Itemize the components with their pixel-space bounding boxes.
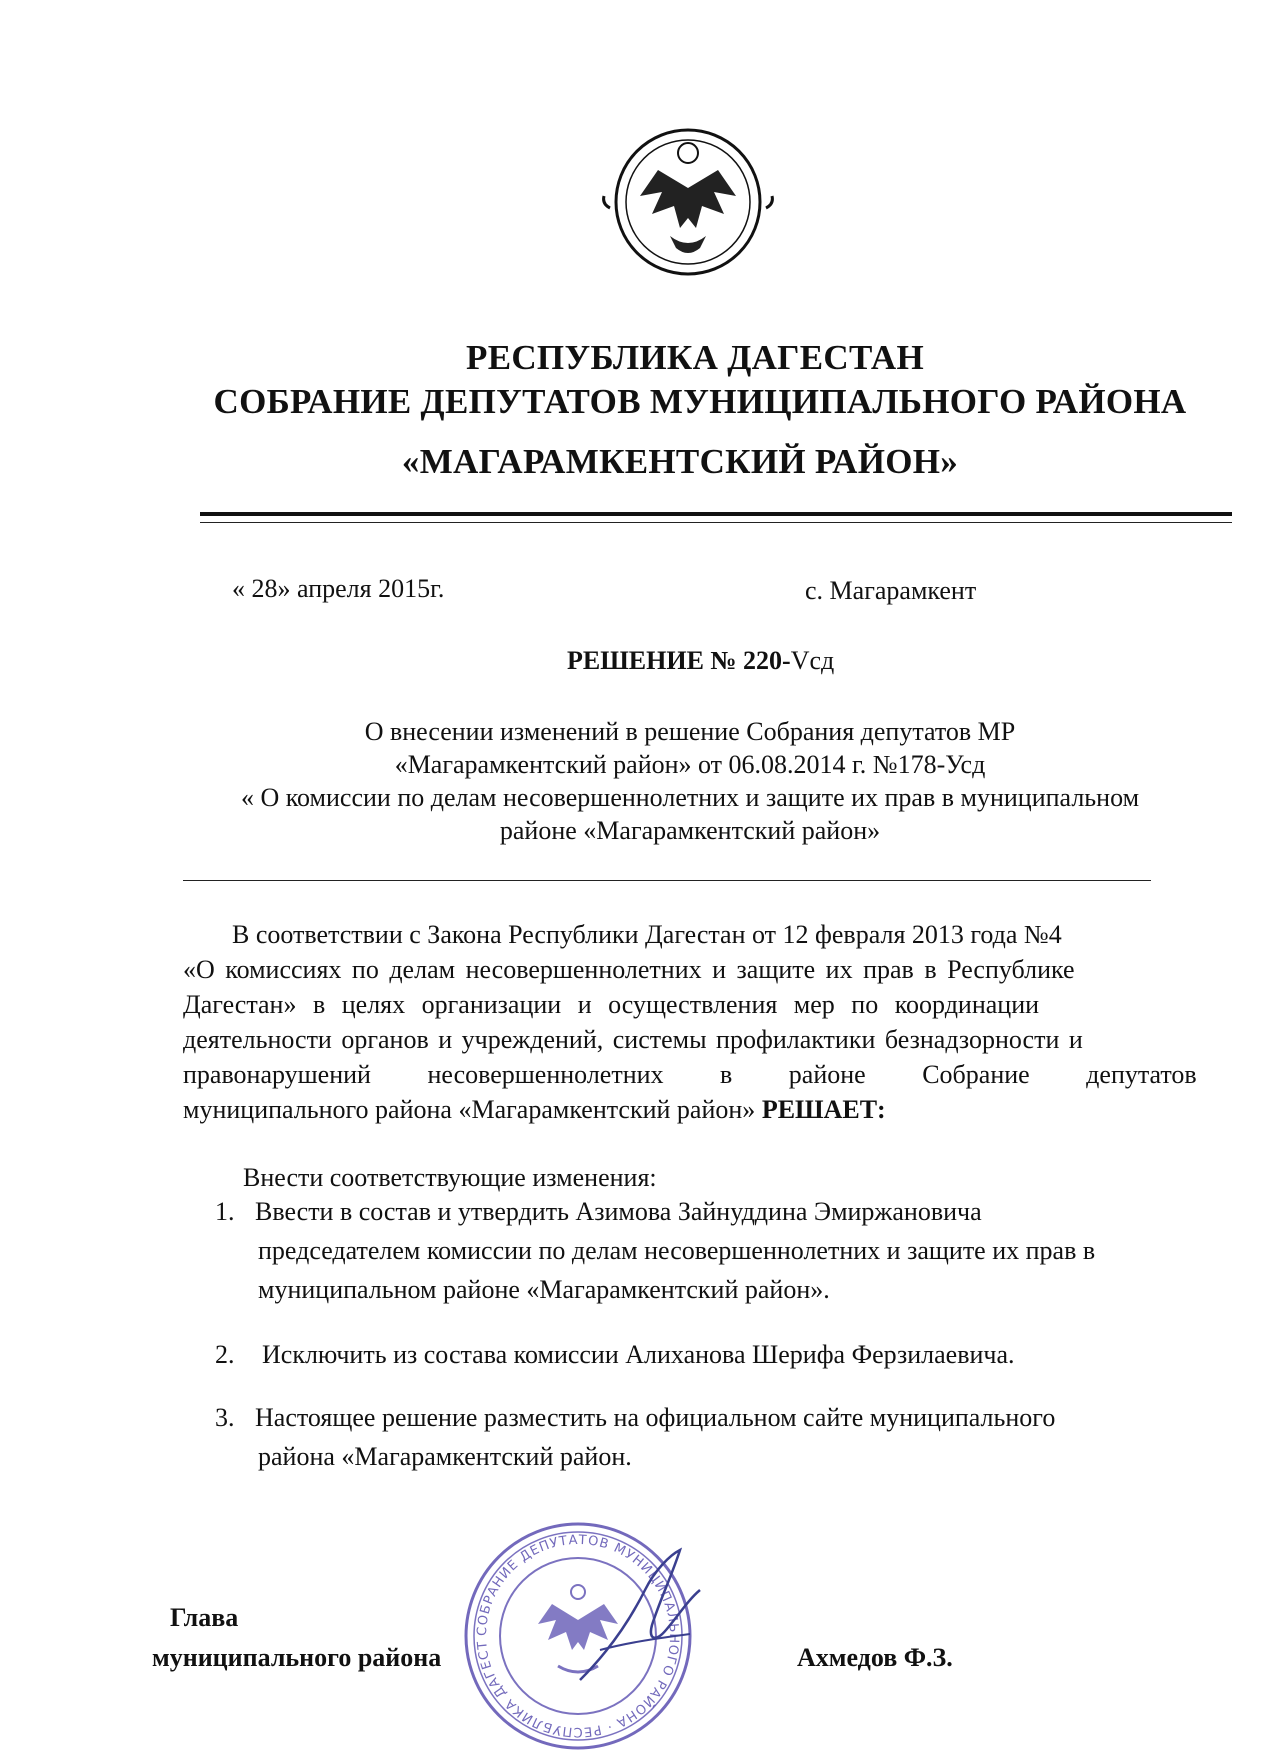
handwritten-signature xyxy=(560,1530,720,1690)
subject-line-2: «Магарамкентский район» от 06.08.2014 г. №178-Усд xyxy=(394,750,986,779)
body-line-2: «О комиссиях по делам несовершеннолетних и защите их прав в Республике xyxy=(183,955,1075,984)
decision-title xyxy=(567,646,834,676)
decision-number: РЕШЕНИЕ № 220- xyxy=(567,646,791,675)
item-3-line-1: Настоящее решение разместить на официальном сайте муниципального xyxy=(255,1403,1056,1432)
body-line-4: деятельности органов и учреждений, системы профилактики безнадзорности и xyxy=(183,1025,1083,1054)
item-1-line-3: муниципальном районе «Магарамкентский район». xyxy=(258,1275,830,1304)
document-place: с. Магарамкент xyxy=(805,576,977,605)
header-republic: РЕСПУБЛИКА ДАГЕСТАН xyxy=(466,338,924,377)
body-line-5: правонарушений несовершеннолетних в районе Собрание депутатов xyxy=(183,1060,1197,1089)
changes-intro: Внести соответствующие изменения: xyxy=(243,1163,657,1192)
svg-text:СОБРАНИЕ ДЕПУТАТОВ МУНИЦИПАЛЬН: СОБРАНИЕ ДЕПУТАТОВ МУНИЦИПАЛЬНОГО РАЙОНА · РЕСПУБЛИКА ДАГЕСТ xyxy=(474,1532,682,1740)
item-1-number: 1. xyxy=(215,1197,235,1226)
item-3-number: 3. xyxy=(215,1403,235,1432)
signatory-title-1: Глава xyxy=(170,1603,239,1632)
header-assembly: СОБРАНИЕ ДЕПУТАТОВ МУНИЦИПАЛЬНОГО РАЙОНА xyxy=(213,382,1187,421)
header-divider-thick xyxy=(200,512,1232,516)
subject-line-1: О внесении изменений в решение Собрания депутатов МР xyxy=(364,717,1016,746)
coat-of-arms-emblem xyxy=(600,118,775,288)
resolves-word: РЕШАЕТ: xyxy=(761,1095,886,1124)
document-date: « 28» апреля 2015г. xyxy=(232,574,445,603)
body-line-3: Дагестан» в целях организации и осуществления мер по координации xyxy=(183,990,1040,1019)
item-2-number: 2. xyxy=(215,1340,235,1369)
header-district: «МАГАРАМКЕНТСКИЙ РАЙОН» xyxy=(401,442,959,481)
body-line-6-text: муниципального района «Магарамкентский район» xyxy=(183,1095,756,1124)
decision-suffix: Vсд xyxy=(790,646,835,675)
subject-underline xyxy=(183,880,1151,881)
item-1-line-2: председателем комиссии по делам несовершеннолетних и защите их прав в xyxy=(258,1236,1096,1265)
signatory-name: Ахмедов Ф.З. xyxy=(797,1643,953,1672)
signatory-title-2: муниципального района xyxy=(152,1643,442,1672)
item-2-line-1: Исключить из состава комиссии Алиханова Шерифа Ферзилаевича. xyxy=(262,1340,1015,1369)
item-3-line-2: района «Магарамкентский район. xyxy=(258,1442,632,1471)
header-divider-thin xyxy=(200,522,1232,523)
body-line-6 xyxy=(183,1095,886,1125)
item-1-line-1: Ввести в состав и утвердить Азимова Зайнуддина Эмиржановича xyxy=(255,1197,982,1226)
subject-line-3: « О комиссии по делам несовершеннолетних и защите их прав в муниципальном xyxy=(240,783,1140,812)
subject-line-4: районе «Магарамкентский район» xyxy=(499,816,881,845)
body-line-1: В соответствии с Закона Республики Дагестан от 12 февраля 2013 года №4 xyxy=(232,920,1062,949)
